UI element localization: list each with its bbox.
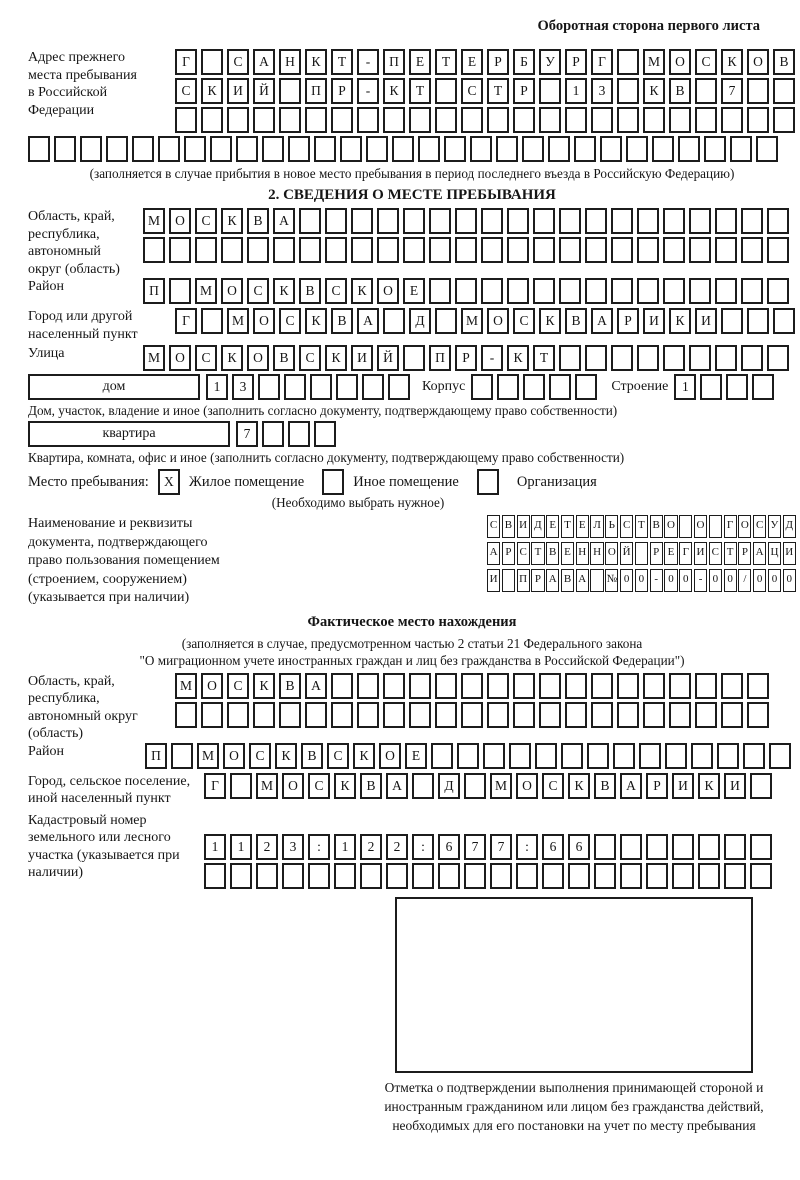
actual-region-block <box>28 673 796 743</box>
street-block <box>28 345 796 371</box>
organization-label: Организация <box>516 473 597 490</box>
prev-address-row-2[interactable]: С К И Й П Р - К Т С Т Р 1 3 К В 7 <box>175 78 799 104</box>
actual-location-note-2: "О миграционном учете иностранных граждан и лиц без гражданства в Российской Федерации") <box>139 652 685 668</box>
korpus-label: Корпус <box>422 379 466 394</box>
stay-type-block <box>28 469 796 495</box>
prev-address-row-3[interactable] <box>175 107 799 133</box>
city-label: Город или другой населенный пункт <box>28 309 138 342</box>
city-block <box>28 308 796 343</box>
stroenie-row[interactable]: 1 <box>674 374 778 400</box>
stroenie-label: Строение <box>611 379 669 394</box>
actual-location-note-1: (заполняется в случае, предусмотренном частью 2 статьи 21 Федерального закона <box>181 635 643 651</box>
document-row-3[interactable]: И П Р А В А № 0 0 - 0 0 - 0 0 / 0 0 0 <box>487 569 797 592</box>
actual-city-row[interactable]: Г М О С К В А Д М О С К В А Р И К И <box>204 773 776 799</box>
prev-address-row-4[interactable] <box>28 136 796 162</box>
region-row-2[interactable] <box>143 237 793 263</box>
confirmation-stamp-box <box>395 897 753 1073</box>
actual-district-row[interactable]: П М О С К В С К О Е <box>145 743 795 769</box>
residential-checkbox[interactable]: X <box>158 469 180 495</box>
house-block <box>28 374 796 400</box>
other-premises-label: Иное помещение <box>353 473 459 490</box>
cadastral-label: Кадастровый номер земельного или лесного участка (указывается при наличии) <box>28 812 180 880</box>
district-row[interactable]: П М О С К В С К О Е <box>143 278 793 304</box>
cadastral-block <box>28 812 796 889</box>
district-block <box>28 278 796 304</box>
prev-address-row-1[interactable]: Г С А Н К Т - П Е Т Е Р Б У Р Г М О С К О В <box>175 49 799 75</box>
actual-district-block <box>28 743 796 769</box>
district-label: Район <box>28 279 64 294</box>
house-type-box <box>28 374 200 400</box>
apartment-number-row[interactable]: 7 <box>236 421 340 447</box>
street-row[interactable]: М О С К О В С К И Й П Р - К Т <box>143 345 793 371</box>
header-note: Оборотная сторона первого листа <box>537 18 760 34</box>
document-block <box>28 515 796 608</box>
actual-district-label: Район <box>28 743 64 759</box>
region-row-1[interactable]: М О С К В А <box>143 208 793 234</box>
prev-address-label: Адрес прежнего места пребывания в Российской Федерации <box>28 50 137 118</box>
actual-city-block <box>28 773 796 808</box>
organization-checkbox[interactable] <box>477 469 499 495</box>
stay-type-label: Место пребывания: <box>28 473 149 490</box>
actual-region-label: Область, край, республика, автономный округ (область) <box>28 673 138 741</box>
region-label: Область, край, республика, автономный округ (область) <box>28 209 120 277</box>
actual-region-row-2[interactable] <box>175 702 773 728</box>
apartment-note: Квартира, комната, офис и иное (заполнить согласно документу, подтверждающему право собственности) <box>28 450 625 465</box>
house-number-row[interactable]: 1 3 <box>206 374 414 400</box>
region-block <box>28 208 796 278</box>
document-row-2[interactable]: А Р С Т В Е Н Н О Й Р Е Г И С Т Р А Ц И <box>487 542 797 565</box>
house-type-label: дом <box>102 379 126 394</box>
other-premises-checkbox[interactable] <box>322 469 344 495</box>
prev-address-block <box>28 49 796 133</box>
street-label: Улица <box>28 346 65 361</box>
actual-location-title: Фактическое место нахождения <box>307 613 517 630</box>
confirmation-stamp-note: Отметка о подтверждении выполнения принимающей стороной и иностранным гражданином или лицом без гражданства действий, необходимых для его постановки на учет по месту пребывания <box>384 1079 764 1133</box>
actual-region-row-1[interactable]: М О С К В А <box>175 673 773 699</box>
apartment-type-label: квартира <box>102 426 156 441</box>
apartment-type-box <box>28 421 230 447</box>
actual-city-label: Город, сельское поселение, иной населенный пункт <box>28 773 191 806</box>
residential-label: Жилое помещение <box>188 473 305 490</box>
prev-address-note: (заполняется в случае прибытия в новое место пребывания в период последнего въезда в Российскую Федерацию) <box>89 166 735 181</box>
document-label: Наименование и реквизиты документа, подтверждающего право пользования помещением (строением, сооружением) (указывается при наличии) <box>28 516 220 605</box>
cadastral-row-1[interactable]: 1 1 2 3 : 1 2 2 : 6 7 7 : 6 6 <box>204 834 776 860</box>
section2-title: 2. СВЕДЕНИЯ О МЕСТЕ ПРЕБЫВАНИЯ <box>268 187 556 203</box>
apartment-block <box>28 421 796 447</box>
document-row-1[interactable]: С В И Д Е Т Е Л Ь С Т В О О Г О С У Д <box>487 515 797 538</box>
korpus-row[interactable] <box>471 374 601 400</box>
stay-type-note: (Необходимо выбрать нужное) <box>271 495 445 510</box>
cadastral-row-2[interactable] <box>204 863 776 889</box>
city-row[interactable]: Г М О С К В А Д М О С К В А Р И К И <box>175 308 799 334</box>
house-note: Дом, участок, владение и иное (заполнить согласно документу, подтверждающему право собственности) <box>28 403 618 418</box>
